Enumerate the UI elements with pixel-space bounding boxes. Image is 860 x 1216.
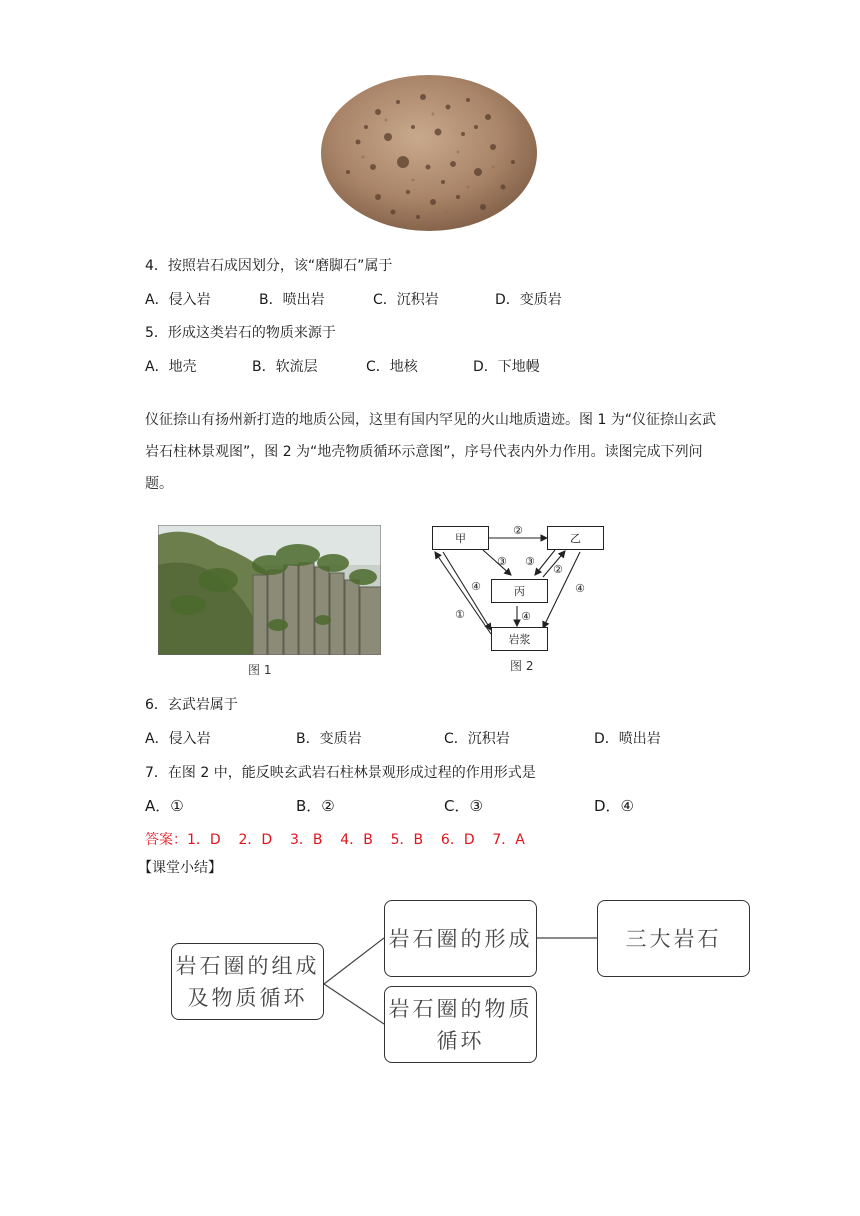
q4-option-b: B．喷出岩 [259,292,325,308]
q5-option-b: B．软流层 [252,359,318,375]
q5-option-c: C．地核 [366,359,418,375]
label-3-left: ③ [497,555,507,568]
answer-line: 答案：1．D 2．D 3．B 4．B 5．B 6．D 7．A [145,832,525,848]
q5-stem: 5．形成这类岩石的物质来源于 [145,325,336,341]
q5-option-a: A．地壳 [145,359,197,375]
q6-option-c: C．沉积岩 [444,731,510,747]
node-bing: 丙 [491,579,548,603]
q7-option-b: B．② [296,797,335,815]
q6-stem: 6．玄武岩属于 [145,697,238,713]
label-3-right: ③ [525,555,535,568]
label-4-right: ④ [575,582,585,595]
label-4-left: ④ [471,580,481,593]
q4-stem: 4．按照岩石成因划分，该“磨脚石”属于 [145,258,393,274]
figure1-caption: 图 1 [248,663,272,677]
summary-root-box: 岩石圈的组成及物质循环 [171,943,324,1020]
q6-option-a: A．侵入岩 [145,731,211,747]
q5-option-d: D．下地幔 [473,359,540,375]
summary-branch-formation: 岩石圈的形成 [384,900,537,977]
q7-stem: 7．在图 2 中，能反映玄武岩石柱林景观形成过程的作用形式是 [145,765,536,781]
label-1: ① [455,608,465,621]
q4-option-d: D．变质岩 [495,292,562,308]
node-jia: 甲 [432,526,489,550]
pumice-stone-image [318,72,540,234]
q7-option-d: D．④ [594,797,634,815]
summary-heading: 【课堂小结】 [138,860,222,876]
label-2-right: ② [553,563,563,576]
label-2-top: ② [513,524,523,537]
q6-option-b: B．变质岩 [296,731,362,747]
node-magma: 岩浆 [491,627,548,651]
q4-option-c: C．沉积岩 [373,292,439,308]
basalt-column-photo [158,525,381,655]
q7-option-c: C．③ [444,797,483,815]
figure2-caption: 图 2 [510,659,534,673]
q4-option-a: A．侵入岩 [145,292,211,308]
summary-branch-cycle: 岩石圈的物质循环 [384,986,537,1063]
passage-text: 仪征捺山有扬州新打造的地质公园，这里有国内罕见的火山地质遗迹。图 1 为“仪征捺山玄武岩石柱林景观图”，图 2 为“地壳物质循环示意图”，序号代表内外力作用。读图完成下列问题。 [145,412,717,492]
summary-leaf-three-rocks: 三大岩石 [597,900,750,977]
q6-option-d: D．喷出岩 [594,731,661,747]
label-4-mid: ④ [521,610,531,623]
node-yi: 乙 [547,526,604,550]
q7-option-a: A．① [145,797,184,815]
